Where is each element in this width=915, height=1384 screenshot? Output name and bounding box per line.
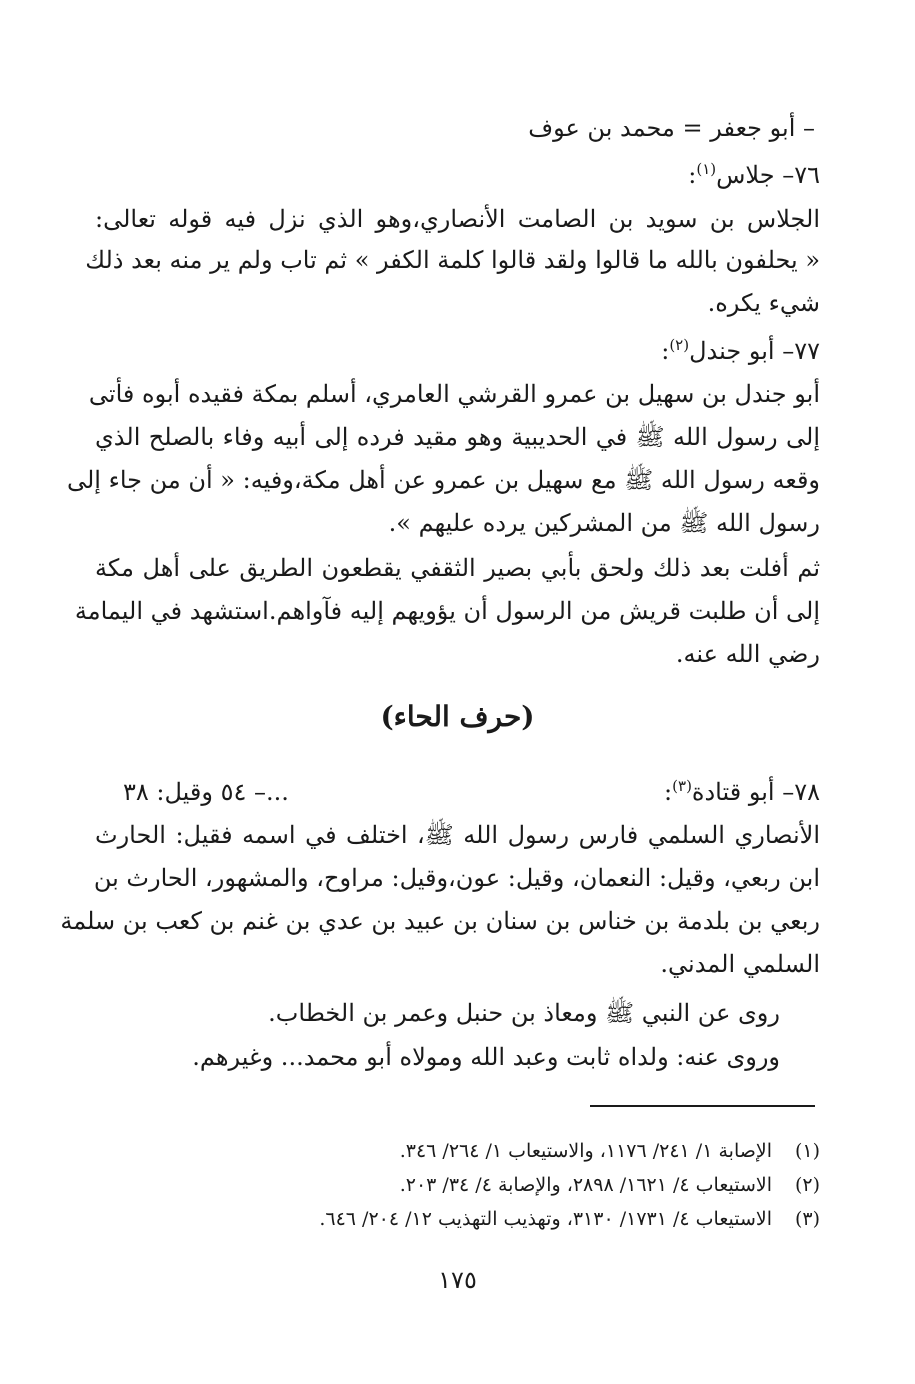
entry-76-line-1: الجلاس بن سويد بن الصامت الأنصاري،وهو الذي نزل فيه قوله تعالى: bbox=[95, 205, 820, 233]
footnote-3: (٣)الاستيعاب ٤/ ١٧٣١/ ٣١٣٠، وتهذيب التهذيب ١٢/ ٢٠٤/ ٦٤٦. bbox=[319, 1208, 820, 1230]
entry-77-line-7: رضي الله عنه. bbox=[675, 640, 820, 668]
cross-reference-line: – أبو جعفر = محمد بن عوف bbox=[528, 114, 815, 142]
footnote-ref-1: (١) bbox=[696, 160, 717, 178]
entry-78-line-5: روى عن النبي ﷺ ومعاذ بن حنبل وعمر بن الخطاب. bbox=[268, 999, 780, 1027]
footnote-separator bbox=[590, 1105, 815, 1107]
entry-77-title: ٧٧– أبو جندل$^{(٢)}$: bbox=[661, 336, 820, 365]
entry-78-death-date: ...– ٥٤ وقيل: ٣٨ bbox=[123, 778, 289, 806]
entry-76-line-3: شيء يكره. bbox=[707, 289, 820, 317]
footnote-ref-2: (٢) bbox=[669, 336, 690, 354]
entry-77-line-4: رسول الله ﷺ من المشركين يرده عليهم ». bbox=[388, 509, 820, 537]
entry-77-line-1: أبو جندل بن سهيل بن عمرو القرشي العامري، أسلم بمكة فقيده أبوه فأتى bbox=[88, 380, 820, 408]
entry-78-line-1: الأنصاري السلمي فارس رسول الله ﷺ، اختلف في اسمه فقيل: الحارث bbox=[95, 821, 820, 849]
entry-78-line-3: ربعي بن بلدمة بن خناس بن سنان بن عبيد بن عدي بن غنم بن كعب بن سلمة bbox=[60, 907, 820, 935]
page-number: ١٧٥ bbox=[438, 1266, 477, 1294]
entry-76-title: ٧٦– جلاس$^{(١)}$: bbox=[688, 160, 820, 189]
entry-77-line-2: إلى رسول الله ﷺ في الحديبية وهو مقيد فرده إلى أبيه وفاء بالصلح الذي bbox=[95, 423, 820, 451]
section-heading: (حرف الحاء) bbox=[380, 700, 535, 733]
entry-78-title: ٧٨– أبو قتادة$^{(٣)}$: bbox=[664, 777, 820, 806]
entry-78-line-6: وروى عنه: ولداه ثابت وعبد الله ومولاه أبو محمد... وغيرهم. bbox=[192, 1043, 780, 1071]
entry-77-line-3: وقعه رسول الله ﷺ مع سهيل بن عمرو عن أهل مكة،وفيه: « أن من جاء إلى bbox=[66, 466, 820, 494]
entry-78-line-2: ابن ربعي، وقيل: النعمان، وقيل: عون،وقيل: مراوح، والمشهور، الحارث بن bbox=[93, 864, 820, 892]
entry-78-line-4: السلمي المدني. bbox=[660, 950, 820, 978]
footnote-1: (١)الإصابة ١/ ٢٤١/ ١١٧٦، والاستيعاب ١/ ٢٦٤/ ٣٤٦. bbox=[399, 1140, 820, 1162]
footnote-ref-3: (٣) bbox=[672, 777, 692, 795]
entry-77-line-6: إلى أن طلبت قريش من الرسول أن يؤويهم إليه فآواهم.استشهد في اليمامة bbox=[74, 597, 820, 625]
footnote-2: (٢)الاستيعاب ٤/ ١٦٢١/ ٢٨٩٨، والإصابة ٤/ ٣٤/ ٢٠٣. bbox=[399, 1174, 820, 1196]
entry-77-line-5: ثم أفلت بعد ذلك ولحق بأبي بصير الثقفي يقطعون الطريق على أهل مكة bbox=[95, 554, 820, 582]
entry-76-line-2: « يحلفون بالله ما قالوا ولقد قالوا كلمة الكفر » ثم تاب ولم ير منه بعد ذلك bbox=[85, 246, 820, 274]
